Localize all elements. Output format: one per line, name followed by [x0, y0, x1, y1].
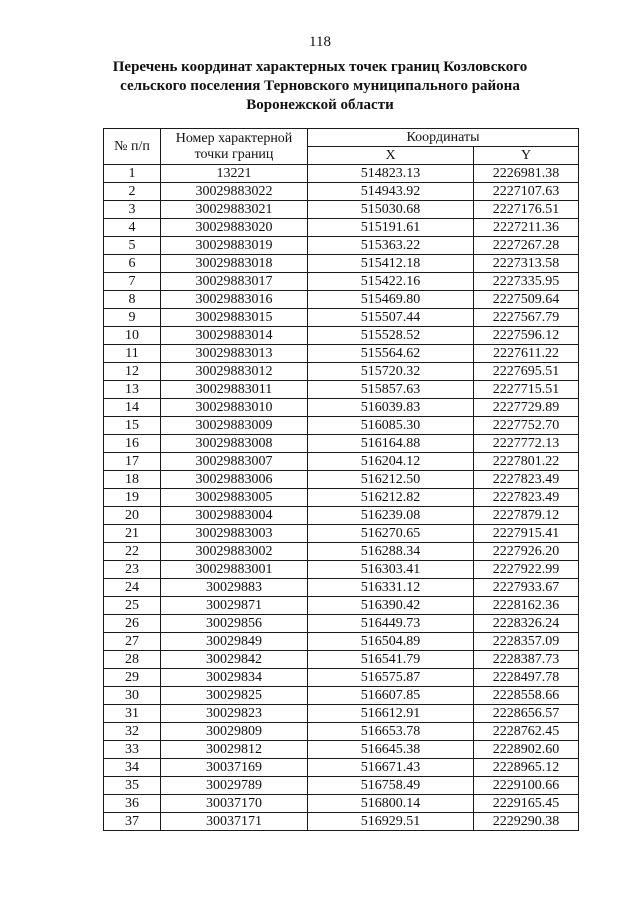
row-number-cell: 34: [104, 759, 161, 777]
y-coordinate-cell: 2228326.24: [474, 615, 579, 633]
row-number-cell: 1: [104, 165, 161, 183]
x-coordinate-cell: 516288.34: [308, 543, 474, 561]
y-coordinate-cell: 2227926.20: [474, 543, 579, 561]
table-row: [104, 399, 579, 417]
x-coordinate-cell: 516504.89: [308, 633, 474, 651]
point-number-cell: 30029883014: [161, 327, 308, 345]
y-coordinate-cell: 2228965.12: [474, 759, 579, 777]
y-coordinate-cell: 2228762.45: [474, 723, 579, 741]
table-row: [104, 327, 579, 345]
table-row: [104, 453, 579, 471]
row-number-cell: 31: [104, 705, 161, 723]
y-coordinate-cell: 2229290.38: [474, 813, 579, 831]
point-number-cell: 30037169: [161, 759, 308, 777]
row-number-cell: 8: [104, 291, 161, 309]
row-number-cell: 26: [104, 615, 161, 633]
y-coordinate-cell: 2227567.79: [474, 309, 579, 327]
y-coordinate-cell: 2227879.12: [474, 507, 579, 525]
point-number-cell: 30029871: [161, 597, 308, 615]
y-coordinate-cell: 2226981.38: [474, 165, 579, 183]
table-row: [104, 219, 579, 237]
row-number-cell: 36: [104, 795, 161, 813]
x-coordinate-cell: 516390.42: [308, 597, 474, 615]
table-row: [104, 579, 579, 597]
table-row: [104, 741, 579, 759]
table-row: [104, 561, 579, 579]
point-number-cell: 30029849: [161, 633, 308, 651]
table-row: [104, 363, 579, 381]
x-coordinate-cell: 516449.73: [308, 615, 474, 633]
row-number-cell: 33: [104, 741, 161, 759]
row-number-cell: 12: [104, 363, 161, 381]
point-number-cell: 30029883012: [161, 363, 308, 381]
x-coordinate-cell: 516239.08: [308, 507, 474, 525]
point-number-cell: 30029883018: [161, 255, 308, 273]
point-number-cell: 30029883011: [161, 381, 308, 399]
row-number-cell: 32: [104, 723, 161, 741]
x-coordinate-cell: 516303.41: [308, 561, 474, 579]
title-line-3: Воронежской области: [246, 97, 394, 113]
coordinates-table-body: [104, 165, 579, 831]
point-number-cell: 30029883022: [161, 183, 308, 201]
header-y: Y: [474, 147, 579, 165]
row-number-cell: 13: [104, 381, 161, 399]
row-number-cell: 14: [104, 399, 161, 417]
x-coordinate-cell: 516645.38: [308, 741, 474, 759]
x-coordinate-cell: 516541.79: [308, 651, 474, 669]
x-coordinate-cell: 516212.82: [308, 489, 474, 507]
x-coordinate-cell: 515030.68: [308, 201, 474, 219]
row-number-cell: 23: [104, 561, 161, 579]
point-number-cell: 13221: [161, 165, 308, 183]
x-coordinate-cell: 516929.51: [308, 813, 474, 831]
table-row: [104, 381, 579, 399]
y-coordinate-cell: 2227611.22: [474, 345, 579, 363]
table-row: [104, 417, 579, 435]
point-number-cell: 30037170: [161, 795, 308, 813]
x-coordinate-cell: 515857.63: [308, 381, 474, 399]
y-coordinate-cell: 2228387.73: [474, 651, 579, 669]
y-coordinate-cell: 2227729.89: [474, 399, 579, 417]
table-row: [104, 237, 579, 255]
x-coordinate-cell: 516164.88: [308, 435, 474, 453]
row-number-cell: 27: [104, 633, 161, 651]
x-coordinate-cell: 514943.92: [308, 183, 474, 201]
row-number-cell: 20: [104, 507, 161, 525]
x-coordinate-cell: 515363.22: [308, 237, 474, 255]
point-number-cell: 30029809: [161, 723, 308, 741]
row-number-cell: 7: [104, 273, 161, 291]
y-coordinate-cell: 2227596.12: [474, 327, 579, 345]
row-number-cell: 30: [104, 687, 161, 705]
table-row: [104, 723, 579, 741]
point-number-cell: 30029789: [161, 777, 308, 795]
x-coordinate-cell: 515412.18: [308, 255, 474, 273]
row-number-cell: 28: [104, 651, 161, 669]
x-coordinate-cell: 516671.43: [308, 759, 474, 777]
row-number-cell: 35: [104, 777, 161, 795]
point-number-cell: 30029883009: [161, 417, 308, 435]
point-number-cell: 30029883017: [161, 273, 308, 291]
x-coordinate-cell: 515422.16: [308, 273, 474, 291]
table-row: [104, 759, 579, 777]
table-row: [104, 309, 579, 327]
point-number-cell: 30029883019: [161, 237, 308, 255]
point-number-cell: 30029856: [161, 615, 308, 633]
y-coordinate-cell: 2228558.66: [474, 687, 579, 705]
x-coordinate-cell: 516800.14: [308, 795, 474, 813]
point-number-cell: 30029883004: [161, 507, 308, 525]
table-row: [104, 795, 579, 813]
point-number-cell: 30029883005: [161, 489, 308, 507]
y-coordinate-cell: 2228162.36: [474, 597, 579, 615]
row-number-cell: 19: [104, 489, 161, 507]
y-coordinate-cell: 2227695.51: [474, 363, 579, 381]
row-number-cell: 22: [104, 543, 161, 561]
table-row: [104, 291, 579, 309]
x-coordinate-cell: 516575.87: [308, 669, 474, 687]
y-coordinate-cell: 2227752.70: [474, 417, 579, 435]
y-coordinate-cell: 2229165.45: [474, 795, 579, 813]
table-row: [104, 471, 579, 489]
y-coordinate-cell: 2227922.99: [474, 561, 579, 579]
point-number-cell: 30029883021: [161, 201, 308, 219]
table-row: [104, 183, 579, 201]
y-coordinate-cell: 2228497.78: [474, 669, 579, 687]
table-row: [104, 201, 579, 219]
row-number-cell: 24: [104, 579, 161, 597]
x-coordinate-cell: 516607.85: [308, 687, 474, 705]
point-number-cell: 30029883001: [161, 561, 308, 579]
table-row: [104, 543, 579, 561]
title-line-1: Перечень координат характерных точек границ Козловского: [112, 59, 528, 75]
header-point-number: Номер характерной точки границ: [161, 129, 308, 165]
x-coordinate-cell: 515528.52: [308, 327, 474, 345]
point-number-cell: 30029825: [161, 687, 308, 705]
row-number-cell: 16: [104, 435, 161, 453]
y-coordinate-cell: 2227823.49: [474, 489, 579, 507]
y-coordinate-cell: 2227823.49: [474, 471, 579, 489]
table-row: [104, 525, 579, 543]
row-number-cell: 10: [104, 327, 161, 345]
x-coordinate-cell: 516212.50: [308, 471, 474, 489]
row-number-cell: 37: [104, 813, 161, 831]
row-number-cell: 9: [104, 309, 161, 327]
point-number-cell: 30029834: [161, 669, 308, 687]
row-number-cell: 21: [104, 525, 161, 543]
x-coordinate-cell: 516039.83: [308, 399, 474, 417]
document-title: [110, 58, 530, 115]
coordinates-table: [103, 128, 579, 831]
point-number-cell: 30029883010: [161, 399, 308, 417]
point-number-cell: 30029883008: [161, 435, 308, 453]
point-number-cell: 30029842: [161, 651, 308, 669]
table-row: [104, 597, 579, 615]
y-coordinate-cell: 2227313.58: [474, 255, 579, 273]
y-coordinate-cell: 2227211.36: [474, 219, 579, 237]
row-number-cell: 25: [104, 597, 161, 615]
y-coordinate-cell: 2228656.57: [474, 705, 579, 723]
title-line-2: сельского поселения Терновского муниципального района: [120, 78, 520, 94]
row-number-cell: 3: [104, 201, 161, 219]
y-coordinate-cell: 2227715.51: [474, 381, 579, 399]
point-number-cell: 30029883015: [161, 309, 308, 327]
table-row: [104, 687, 579, 705]
y-coordinate-cell: 2229100.66: [474, 777, 579, 795]
table-row: [104, 669, 579, 687]
table-row: [104, 705, 579, 723]
row-number-cell: 6: [104, 255, 161, 273]
point-number-cell: 30029812: [161, 741, 308, 759]
table-row: [104, 435, 579, 453]
table-row: [104, 615, 579, 633]
x-coordinate-cell: 516612.91: [308, 705, 474, 723]
table-row: [104, 165, 579, 183]
point-number-cell: 30029883007: [161, 453, 308, 471]
x-coordinate-cell: 515507.44: [308, 309, 474, 327]
table-row: [104, 345, 579, 363]
row-number-cell: 5: [104, 237, 161, 255]
x-coordinate-cell: 516653.78: [308, 723, 474, 741]
header-coordinates: Координаты: [308, 129, 579, 147]
point-number-cell: 30029883020: [161, 219, 308, 237]
row-number-cell: 11: [104, 345, 161, 363]
y-coordinate-cell: 2227176.51: [474, 201, 579, 219]
table-row: [104, 255, 579, 273]
table-row: [104, 651, 579, 669]
y-coordinate-cell: 2227267.28: [474, 237, 579, 255]
row-number-cell: 2: [104, 183, 161, 201]
row-number-cell: 18: [104, 471, 161, 489]
point-number-cell: 30029883006: [161, 471, 308, 489]
x-coordinate-cell: 515564.62: [308, 345, 474, 363]
x-coordinate-cell: 515191.61: [308, 219, 474, 237]
page-number: 118: [309, 34, 331, 50]
point-number-cell: 30037171: [161, 813, 308, 831]
point-number-cell: 30029883002: [161, 543, 308, 561]
point-number-cell: 30029883013: [161, 345, 308, 363]
y-coordinate-cell: 2227772.13: [474, 435, 579, 453]
y-coordinate-cell: 2227509.64: [474, 291, 579, 309]
x-coordinate-cell: 515469.80: [308, 291, 474, 309]
x-coordinate-cell: 516204.12: [308, 453, 474, 471]
x-coordinate-cell: 516758.49: [308, 777, 474, 795]
row-number-cell: 17: [104, 453, 161, 471]
point-number-cell: 30029883003: [161, 525, 308, 543]
x-coordinate-cell: 516331.12: [308, 579, 474, 597]
point-number-cell: 30029883016: [161, 291, 308, 309]
table-row: [104, 633, 579, 651]
x-coordinate-cell: 516085.30: [308, 417, 474, 435]
row-number-cell: 15: [104, 417, 161, 435]
y-coordinate-cell: 2228902.60: [474, 741, 579, 759]
table-row: [104, 489, 579, 507]
row-number-cell: 29: [104, 669, 161, 687]
y-coordinate-cell: 2227107.63: [474, 183, 579, 201]
y-coordinate-cell: 2228357.09: [474, 633, 579, 651]
table-row: [104, 813, 579, 831]
table-row: [104, 507, 579, 525]
x-coordinate-cell: 514823.13: [308, 165, 474, 183]
y-coordinate-cell: 2227335.95: [474, 273, 579, 291]
point-number-cell: 30029883: [161, 579, 308, 597]
header-number: № п/п: [104, 129, 161, 165]
table-row: [104, 777, 579, 795]
y-coordinate-cell: 2227915.41: [474, 525, 579, 543]
table-row: [104, 273, 579, 291]
y-coordinate-cell: 2227801.22: [474, 453, 579, 471]
y-coordinate-cell: 2227933.67: [474, 579, 579, 597]
x-coordinate-cell: 515720.32: [308, 363, 474, 381]
x-coordinate-cell: 516270.65: [308, 525, 474, 543]
row-number-cell: 4: [104, 219, 161, 237]
point-number-cell: 30029823: [161, 705, 308, 723]
header-x: X: [308, 147, 474, 165]
